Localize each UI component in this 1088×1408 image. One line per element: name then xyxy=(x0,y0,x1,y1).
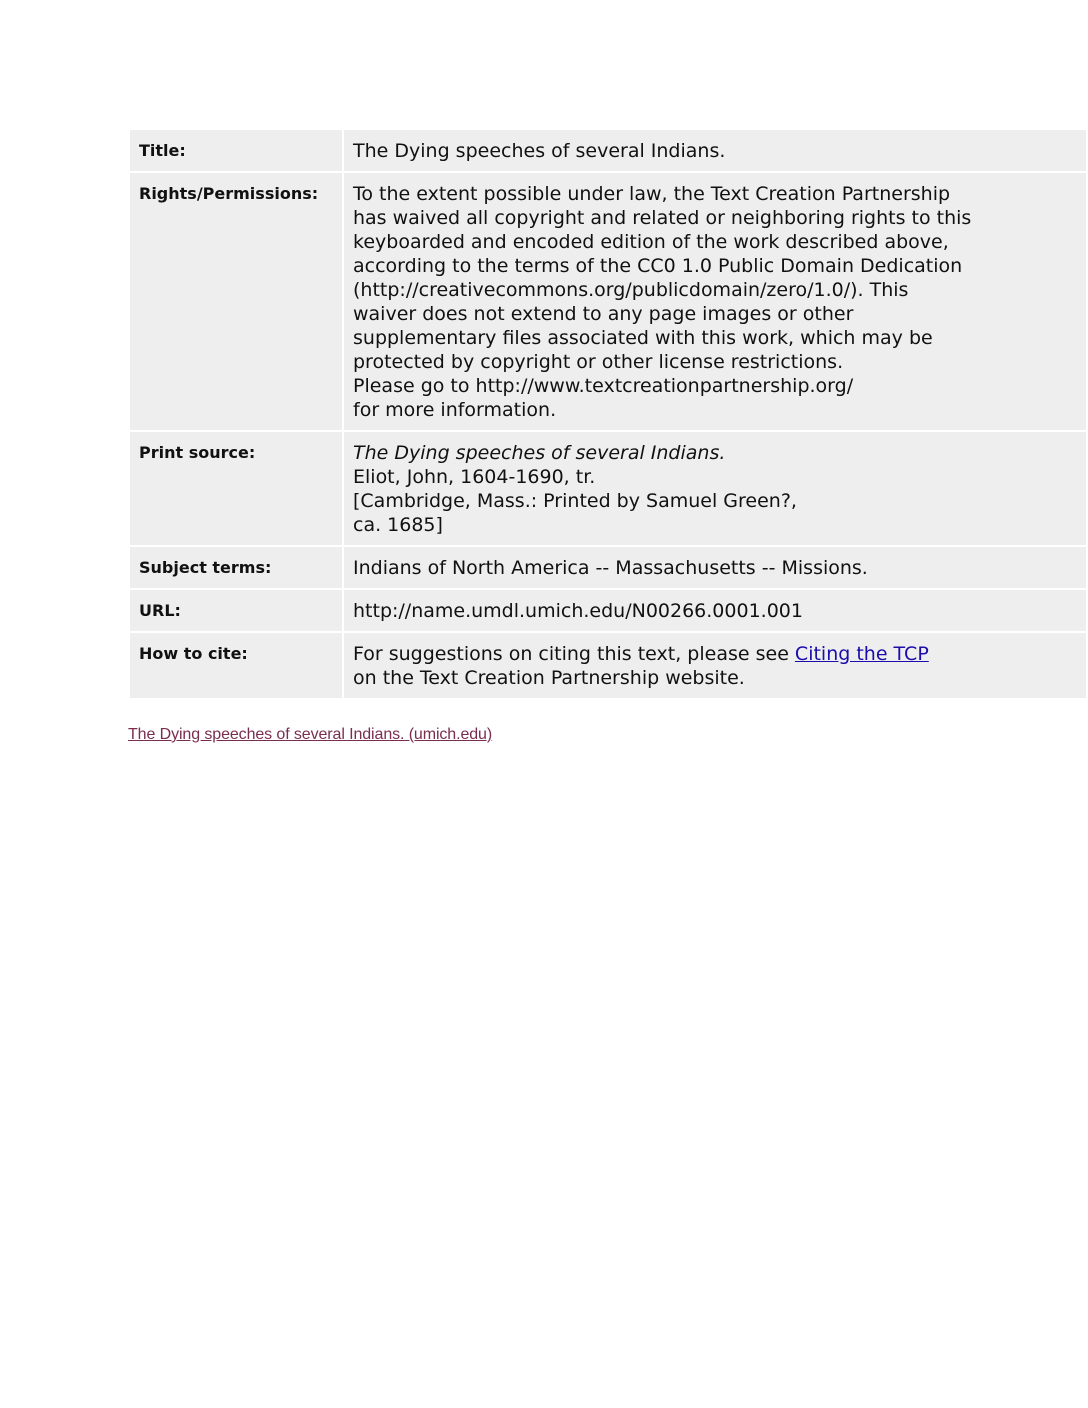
rights-line: supplementary files associated with this work, which may be xyxy=(353,327,933,349)
subject-value: Indians of North America -- Massachusetts -- Missions. xyxy=(344,547,1086,588)
source-document-link[interactable]: The Dying speeches of several Indians. (umich.edu) xyxy=(128,726,493,743)
table-row xyxy=(130,432,1086,545)
rights-line: has waived all copyright and related or neighboring rights to this xyxy=(353,207,972,229)
title-label: Title: xyxy=(130,130,342,171)
rights-line: Please go to http://www.textcreationpartnership.org/ xyxy=(353,375,854,397)
table-row xyxy=(130,173,1086,430)
cite-suffix: on the Text Creation Partnership website. xyxy=(353,667,745,689)
table-row xyxy=(130,547,1086,588)
print-source-imprint: [Cambridge, Mass.: Printed by Samuel Green?, xyxy=(353,490,797,512)
rights-line: waiver does not extend to any page images or other xyxy=(353,303,854,325)
title-value: The Dying speeches of several Indians. xyxy=(344,130,1086,171)
rights-line: for more information. xyxy=(353,399,557,421)
rights-line: protected by copyright or other license restrictions. xyxy=(353,351,844,373)
citing-the-tcp-link[interactable]: Citing the TCP xyxy=(794,643,929,665)
cite-label: How to cite: xyxy=(130,633,342,698)
table-row xyxy=(130,590,1086,631)
rights-line: To the extent possible under law, the Text Creation Partnership xyxy=(353,183,951,205)
subject-label: Subject terms: xyxy=(130,547,342,588)
metadata-table xyxy=(128,128,1088,700)
print-source-title: The Dying speeches of several Indians. xyxy=(353,442,726,464)
table-row xyxy=(130,633,1086,698)
print-source-date: ca. 1685] xyxy=(353,514,443,536)
cite-prefix: For suggestions on citing this text, please see xyxy=(353,643,795,665)
cite-value xyxy=(344,633,1086,698)
rights-line: (http://creativecommons.org/publicdomain/zero/1.0/). This xyxy=(353,279,909,301)
rights-line: keyboarded and encoded edition of the work described above, xyxy=(353,231,949,253)
table-row xyxy=(130,130,1086,171)
rights-line: according to the terms of the CC0 1.0 Public Domain Dedication xyxy=(353,255,963,277)
print-source-author: Eliot, John, 1604-1690, tr. xyxy=(353,466,596,488)
cite-line xyxy=(353,642,1078,666)
rights-label: Rights/Permissions: xyxy=(130,173,342,430)
url-label: URL: xyxy=(130,590,342,631)
print-source-value xyxy=(344,432,1086,545)
rights-value xyxy=(344,173,1086,430)
url-value: http://name.umdl.umich.edu/N00266.0001.001 xyxy=(344,590,1086,631)
print-source-label: Print source: xyxy=(130,432,342,545)
